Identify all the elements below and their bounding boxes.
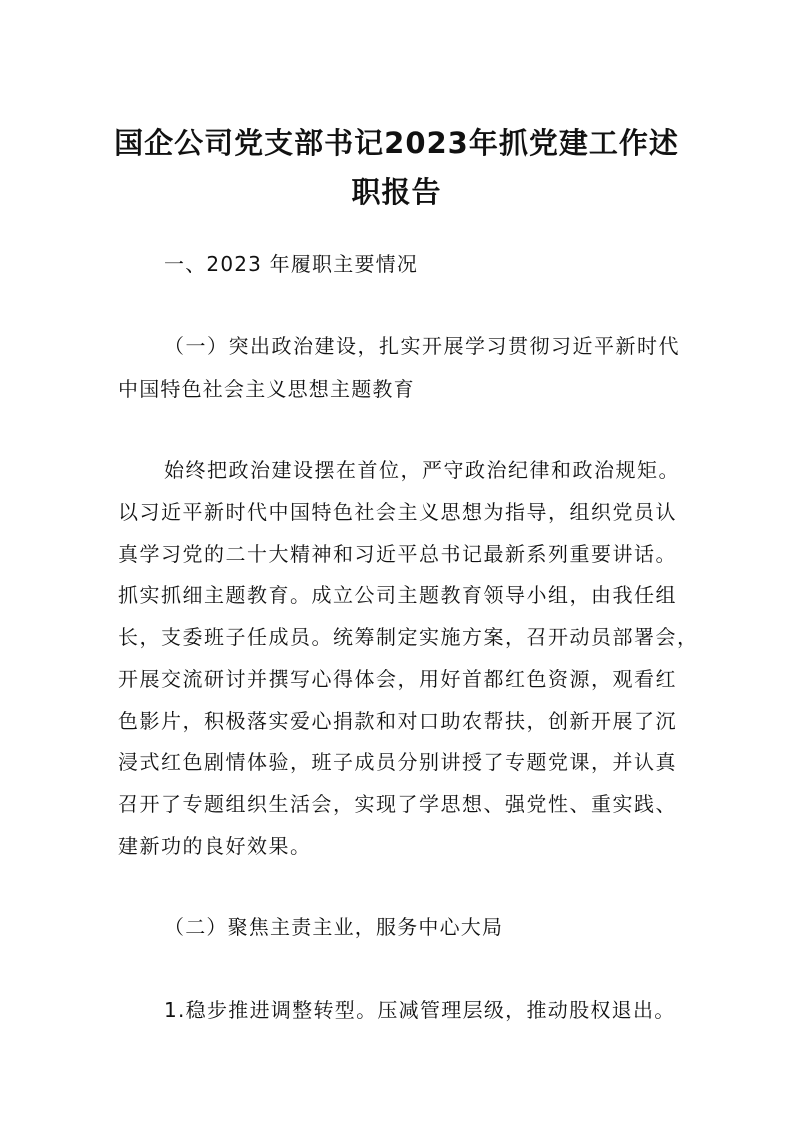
- paragraph-line: 始终把政治建设摆在首位，严守政治纪律和政治规矩。: [164, 458, 680, 482]
- subsection-heading-line-1: （一）突出政治建设，扎实开展学习贯彻习近平新时代: [164, 334, 680, 358]
- list-item: 1.稳步推进调整转型。压减管理层级，推动股权退出。: [164, 998, 676, 1022]
- paragraph-line: 真学习党的二十大精神和习近平总书记最新系列重要讲话。: [118, 542, 677, 566]
- document-title-line-1: 国企公司党支部书记2023年抓党建工作述: [114, 126, 679, 160]
- subsection-heading-line-2: 中国特色社会主义思想主题教育: [118, 377, 415, 401]
- paragraph-line: 抓实抓细主题教育。成立公司主题教育领导小组，由我任组: [118, 583, 677, 607]
- paragraph-line: 建新功的良好效果。: [118, 834, 312, 858]
- subsection-heading-2: （二）聚焦主责主业，服务中心大局: [164, 915, 504, 939]
- paragraph-line: 浸式红色剧情体验，班子成员分别讲授了专题党课，并认真: [118, 750, 677, 774]
- paragraph-line: 开展交流研讨并撰写心得体会，用好首都红色资源，观看红: [118, 667, 677, 691]
- document-title-line-2: 职报告: [351, 175, 442, 209]
- paragraph-line: 长，支委班子任成员。统筹制定实施方案，召开动员部署会，: [118, 625, 699, 649]
- paragraph-line: 以习近平新时代中国特色社会主义思想为指导，组织党员认: [118, 500, 677, 524]
- paragraph-line: 召开了专题组织生活会，实现了学思想、强党性、重实践、: [118, 792, 677, 816]
- paragraph-line: 色影片，积极落实爱心捐款和对口助农帮扶，创新开展了沉: [118, 709, 677, 733]
- section-heading: 一、2023 年履职主要情况: [164, 252, 419, 276]
